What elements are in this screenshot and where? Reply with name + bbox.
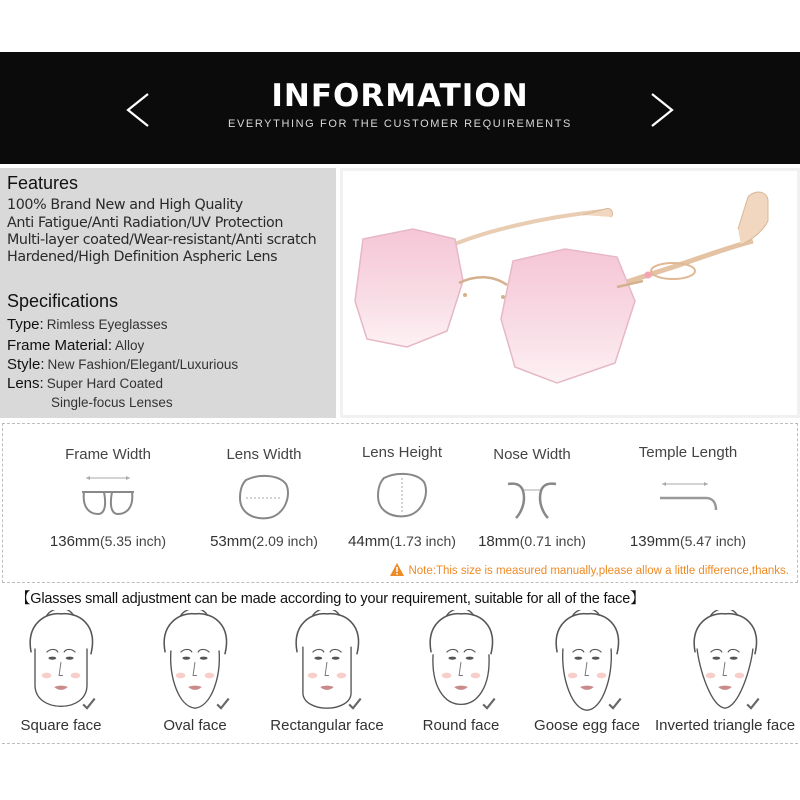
size-value: [613, 533, 763, 550]
face-name: Goose egg face: [534, 717, 640, 734]
face-item: [6, 610, 116, 740]
feature-item: Anti Fatigue/Anti Radiation/UV Protection: [7, 215, 284, 231]
size-label: Frame Width: [65, 446, 151, 463]
lens-width-icon: [234, 472, 294, 522]
face-name: Square face: [20, 717, 102, 734]
size-label: Lens Width: [226, 446, 302, 463]
info-header: [0, 52, 800, 164]
spec-lens-value-1: Super Hard Coated: [46, 376, 164, 391]
face-item: [654, 610, 796, 740]
size-value: [327, 533, 477, 550]
face-name: Oval face: [163, 717, 227, 734]
face-illustration-icon: [282, 610, 372, 714]
size-label: Nose Width: [493, 446, 571, 463]
size-value: [33, 533, 183, 550]
spec-style-value: New Fashion/Elegant/Luxurious: [47, 357, 239, 372]
size-mm: 139mm: [629, 533, 680, 550]
face-item: [406, 610, 516, 740]
feature-item: 100% Brand New and High Quality: [7, 197, 243, 213]
size-inch: (1.73 inch): [389, 533, 456, 549]
face-illustration-icon: [16, 610, 106, 714]
adjustment-note: 【Glasses small adjustment can be made according to your requirement, suitable for all of the face】: [16, 591, 645, 607]
face-illustration-icon: [542, 610, 632, 714]
warning-icon: [390, 563, 404, 576]
spec-type-value: Rimless Eyeglasses: [46, 317, 168, 332]
frame-width-icon: [78, 472, 138, 522]
spec-lens-label: Lens:: [7, 375, 44, 392]
spec-type: [7, 316, 167, 333]
temple-length-icon: [658, 470, 718, 520]
spec-frame: [7, 337, 144, 354]
size-mm: 44mm: [348, 533, 390, 550]
chevron-right-icon[interactable]: [646, 90, 678, 130]
face-item: [532, 610, 642, 740]
size-inch: (2.09 inch): [251, 533, 318, 549]
size-inch: (5.35 inch): [99, 533, 167, 549]
size-mm: 53mm: [210, 533, 252, 550]
face-item: [140, 610, 250, 740]
spec-lens: [7, 375, 163, 392]
face-shapes: [2, 584, 798, 744]
product-photo: [340, 168, 800, 418]
features-title: Features: [7, 173, 79, 193]
spec-lens-line-2: [51, 394, 173, 411]
face-item: [272, 610, 382, 740]
rimless-glasses-image: [343, 171, 797, 415]
size-value: [457, 533, 607, 550]
size-note: [390, 563, 789, 577]
spec-frame-value: Alloy: [115, 338, 145, 353]
face-name: Rectangular face: [270, 717, 384, 734]
spec-lens-value-2: Single-focus Lenses: [51, 395, 173, 410]
spec-type-label: Type:: [7, 316, 44, 333]
size-mm: 136mm: [49, 533, 100, 550]
features-panel: [0, 168, 336, 418]
size-chart: [2, 423, 798, 583]
spec-style-label: Style:: [7, 356, 45, 373]
page-subtitle: EVERYTHING FOR THE CUSTOMER REQUIREMENTS: [228, 118, 572, 130]
size-label: Temple Length: [638, 444, 738, 461]
size-inch: (5.47 inch): [679, 533, 747, 549]
face-illustration-icon: [416, 610, 506, 714]
nose-width-icon: [502, 472, 562, 522]
size-inch: (0.71 inch): [519, 533, 586, 549]
face-illustration-icon: [680, 610, 770, 714]
face-name: Inverted triangle face: [654, 717, 796, 734]
page-title: INFORMATION: [271, 78, 529, 114]
size-value: [189, 533, 339, 550]
spec-style: [7, 356, 238, 373]
lens-height-icon: [372, 470, 432, 520]
feature-item: Hardened/High Definition Aspheric Lens: [7, 249, 278, 265]
size-label: Lens Height: [361, 444, 443, 461]
spec-frame-label: Frame Material:: [7, 337, 113, 354]
size-mm: 18mm: [478, 533, 520, 550]
face-name: Round face: [422, 717, 500, 734]
specifications-title: Specifications: [7, 291, 119, 311]
size-note-text: Note:This size is measured manually,please allow a little difference,thanks.: [408, 565, 789, 577]
face-illustration-icon: [150, 610, 240, 714]
feature-item: Multi-layer coated/Wear-resistant/Anti scratch: [7, 232, 317, 248]
